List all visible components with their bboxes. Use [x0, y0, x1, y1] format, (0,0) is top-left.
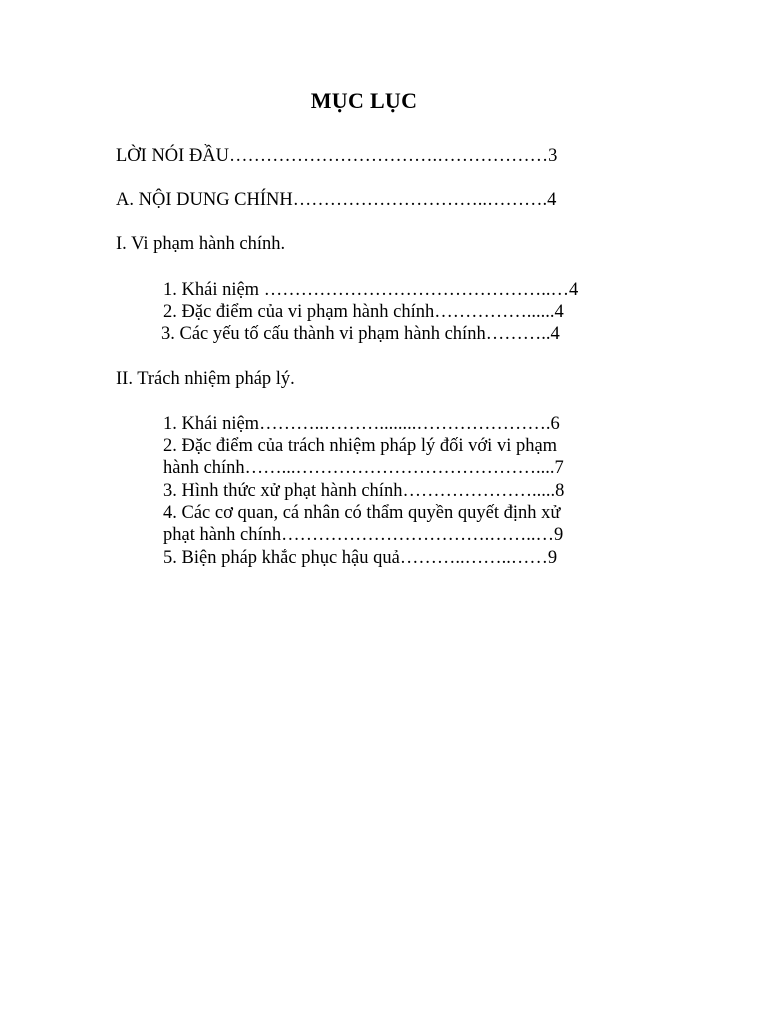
toc-section-2-item-1: 1. Khái niệm………..………........………………….6	[163, 414, 560, 434]
toc-section-2-item-4-cont: phạt hành chính…………………………….……..…9	[163, 525, 564, 545]
toc-section-2-item-5: 5. Biện pháp khắc phục hậu quả………..……..……9	[163, 548, 558, 568]
toc-section-2-item-4: 4. Các cơ quan, cá nhân có thẩm quyền quyết định xử	[163, 503, 561, 523]
toc-section-2-item-3: 3. Hình thức xử phạt hành chính………………….....8	[163, 481, 565, 501]
toc-section-1-title: I. Vi phạm hành chính.	[116, 234, 286, 254]
toc-section-1-item-3: 3. Các yếu tố cấu thành vi phạm hành chính………..4	[161, 324, 560, 344]
toc-section-2-title: II. Trách nhiệm pháp lý.	[116, 369, 295, 389]
toc-section-1-item-2: 2. Đặc điểm của vi phạm hành chính……………......4	[163, 302, 564, 322]
toc-entry-preface: LỜI NÓI ĐẦU…………………………….………………3	[116, 146, 558, 166]
page-title: MỤC LỤC	[310, 88, 418, 113]
toc-entry-main-content: A. NỘI DUNG CHÍNH…………………………..……….4	[116, 190, 557, 210]
toc-section-1-item-1: 1. Khái niệm ………………………………………..…4	[163, 280, 579, 300]
toc-section-2-item-2-cont: hành chính……...…………………………………....7	[163, 458, 564, 478]
toc-section-2-item-2: 2. Đặc điểm của trách nhiệm pháp lý đối với vi phạm	[163, 436, 558, 456]
